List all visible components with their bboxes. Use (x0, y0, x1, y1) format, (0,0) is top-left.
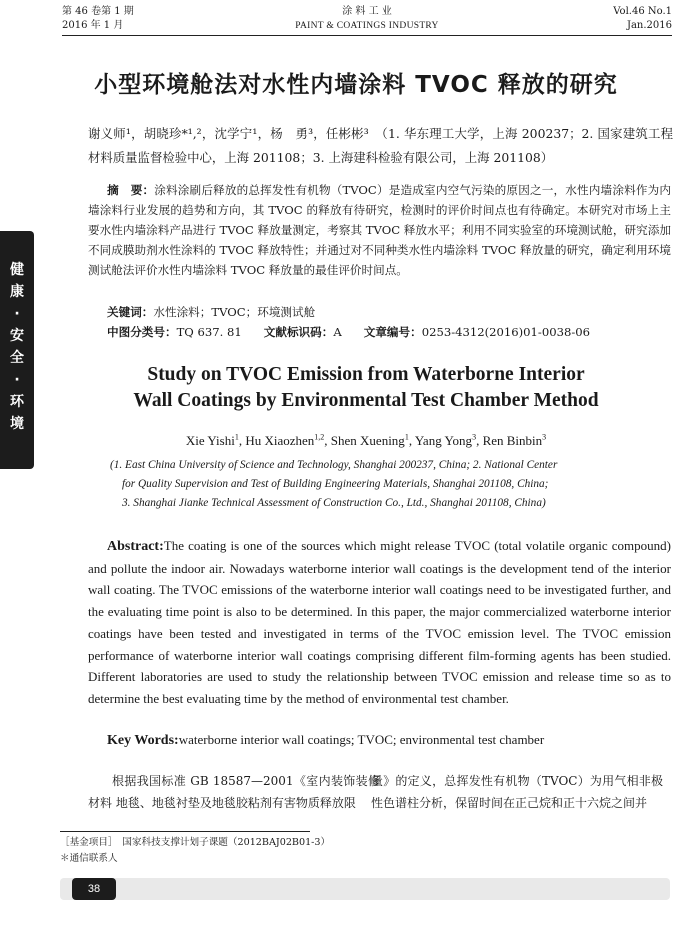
section-side-tab-text (0, 259, 34, 435)
side-tab-char: 康 (10, 284, 24, 300)
author-en-2: Hu Xiaozhen (245, 433, 315, 448)
clc-label: 中图分类号： (107, 325, 177, 339)
keywords-en-label: Key Words: (107, 733, 179, 748)
keywords-cn (107, 302, 315, 322)
header-date-en: Jan.2016 (626, 20, 672, 31)
side-tab-char: 健 (10, 262, 24, 278)
classification-line (107, 322, 590, 342)
header-journal-cn: 涂 料 工 业 (342, 6, 392, 17)
affiliation-en-line3: 3. Shanghai Jianke Technical Assessment of Construction Co., Ltd., Shanghai 201108, China) (122, 497, 546, 509)
header-volume-en: Vol.46 No.1 (613, 6, 672, 17)
paper-title-cn: 小型环境舱法对水性内墙涂料 TVOC 释放的研究 (94, 72, 618, 98)
side-tab-char: 境 (10, 416, 24, 432)
paper-title-en (60, 362, 672, 414)
side-tab-char: 安 (10, 328, 24, 344)
paper-title-en-line1: Study on TVOC Emission from Waterborne Interior (147, 364, 585, 385)
abstract-cn-text: 涂料涂刷后释放的总挥发性有机物（TVOC）是造成室内空气污染的原因之一，水性内墙涂料作为内墙涂料行业发展的趋势和方向，其 TVOC 的释放有待研究，检测时的评价时间点也有待确定。本研究对市场上主要水性内墙涂料产品进行 TVOC 释放量测定，考察其 TVOC 释放水平；利用不同实验室的环境测试舱，研究添加不同成膜助剂水性涂料的 TVOC 释放特性；并通过对不同种类水性内墙涂料 TVOC 释放量的研究，确定利用环境测试舱法评价水性内墙涂料 TVOC 释放量的最佳评价时间点。 (88, 183, 671, 277)
abstract-cn (88, 180, 671, 280)
footnote-rule (60, 831, 310, 832)
author-en-4-sup: 3 (472, 432, 477, 442)
authors-affiliations-cn (88, 122, 673, 170)
side-tab-char: 全 (10, 350, 24, 366)
author-en-2-sup: 1,2 (314, 432, 325, 442)
author-en-1: Xie Yishi (185, 433, 235, 448)
abstract-cn-label: 摘 要： (107, 183, 155, 197)
authors-en: Xie Yishi$^1$, Hu Xiaozhen$^{1,2}$, Shen Xuening$^1$, Yang Yong$^3$, Ren Binbin$^3$ (185, 432, 547, 448)
body-column-right: 量》的定义，总挥发性有机物（TVOC）为用气相非极性色谱柱分析，保留时间在正己烷和正十六烷之间并 (371, 774, 663, 810)
author-en-3: Shen Xuening (330, 433, 405, 448)
abstract-en (88, 535, 671, 710)
page-footer-bar (60, 878, 670, 900)
side-tab-char: · (14, 372, 20, 388)
running-header (62, 5, 672, 36)
authors-cn-text: 谢义师¹，胡晓珍*¹,²，沈学宁¹，杨 勇³，任彬彬³ （1. 华东理工大学，上海 200237；2. 国家建筑工程材料质量监督检验中心，上海 201108；3. 上海建科检验有限公司，上海 201108） (88, 126, 673, 165)
keywords-cn-label: 关键词： (107, 305, 154, 319)
keywords-en-text: waterborne interior wall coatings; TVOC; environmental test chamber (178, 732, 545, 747)
author-en-3-sup: 1 (404, 432, 409, 442)
page-number: 38 (72, 878, 116, 900)
author-en-1-sup: 1 (234, 432, 239, 442)
abstract-en-label: Abstract: (107, 539, 164, 554)
clc-value: TQ 637. 81 (176, 325, 242, 339)
header-right (613, 5, 672, 33)
affiliation-en-line2: for Quality Supervision and Test of Building Engineering Materials, Shanghai 201108, China; (122, 478, 549, 490)
body-column-left: 根据我国标准 GB 18587—2001《室内装饰装修材料 地毯、地毯衬垫及地毯胶粘剂有害物质释放限 (88, 774, 380, 810)
article-number-value: 0253-4312(2016)01-0038-06 (421, 325, 591, 339)
affiliations-en (110, 456, 670, 513)
affiliation-en-line1: (1. East China University of Science and Technology, Shanghai 200237, China; 2. National Center (110, 459, 558, 471)
side-tab-char: · (14, 306, 20, 322)
header-journal-en: PAINT & COATINGS INDUSTRY (295, 21, 439, 31)
header-volume-cn: 第 46 卷第 1 期 (62, 6, 134, 17)
abstract-en-text: The coating is one of the sources which might release TVOC (total volatile organic compound) and pollute the indoor air. Nowadays waterborne interior wall coatings is the development tend of the interior wall coating. The TVOC emissions of the waterborne interior wall coatings need to be investigated further, and the evaluating time point is also to be determined. In this paper, the major commercialized waterborne interior coatings have been tested and investigated in terms of the TVOC emission level. The TVOC emission performance of waterborne interior wall coatings comprising different film-forming agents has been studied. Different laboratories are used to study the relationship between TVOC emission and release time so as to determine the best evaluating time by the method of environmental test chamber. (88, 538, 671, 706)
doc-code-value: A (333, 325, 342, 339)
article-number-label: 文章编号： (363, 325, 422, 339)
author-en-5-sup: 3 (542, 432, 547, 442)
footnote-contact: ＊通信联系人 (60, 853, 118, 864)
section-side-tab (0, 231, 34, 469)
side-tab-char: 环 (10, 394, 24, 410)
author-en-4: Yang Yong (414, 433, 473, 448)
header-center (62, 5, 672, 33)
keywords-cn-text: 水性涂料；TVOC；环境测试舱 (153, 305, 316, 319)
footnote-fund: ［基金项目］ 国家科技支撑计划子课题（2012BAJ02B01-3） (60, 837, 331, 848)
doc-code-label: 文献标识码： (263, 325, 334, 339)
paper-title-en-line2: Wall Coatings by Environmental Test Chamber Method (133, 390, 599, 411)
author-en-5: Ren Binbin (482, 433, 543, 448)
header-date-cn: 2016 年 1 月 (62, 20, 124, 31)
keywords-en (107, 730, 544, 751)
